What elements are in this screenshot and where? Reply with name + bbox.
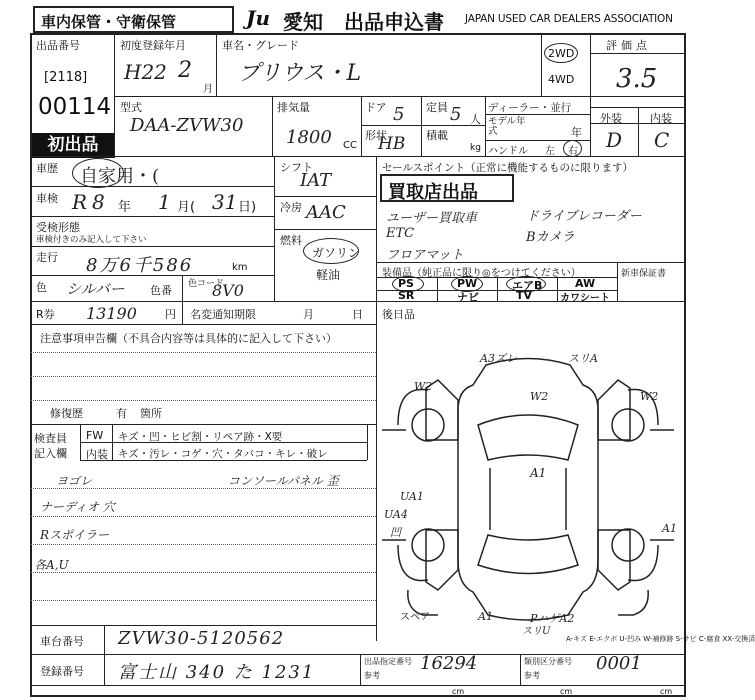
exterior-label: 外装 — [600, 112, 622, 125]
usage-label: 車歴 — [36, 162, 58, 175]
equip-pw: PW — [457, 277, 478, 290]
usage-value: 自家用・( — [80, 166, 160, 187]
dmg-dent: 凹 — [390, 526, 401, 539]
listing-number: 16294 — [420, 653, 478, 674]
inspection-label: 車検 — [36, 192, 58, 205]
interior-grade: C — [654, 128, 670, 152]
back-order-label: 後日品 — [382, 308, 415, 321]
lot-number-label: 出品番号 — [36, 39, 80, 52]
inspector-comment-4: Rスポイラー — [40, 528, 110, 542]
equip-tv: TV — [516, 289, 533, 302]
doors-value: 5 — [393, 104, 405, 125]
notice-day: 日 — [352, 308, 363, 321]
aircon-value: AAC — [306, 202, 346, 223]
registration-era-year: H22 — [124, 60, 167, 84]
class-number-label: 類別区分番号 — [524, 657, 572, 666]
cm-unit-3: cm — [660, 687, 673, 696]
notice-deadline-label: 名変通知期限 — [190, 308, 256, 321]
inspection-year-unit: 年 — [118, 200, 132, 215]
shift-value: IAT — [300, 170, 332, 191]
rating-label: 評価点 — [606, 39, 651, 52]
load-unit: kg — [470, 143, 481, 153]
inspector-entry-label: 記入欄 — [34, 447, 67, 460]
storage-label-box — [33, 6, 234, 33]
type-label: 型式 — [120, 101, 142, 114]
cm-unit-2: cm — [560, 687, 573, 696]
cm-unit-1: cm — [452, 687, 465, 696]
equip-ps: PS — [398, 277, 414, 290]
inspection-month: 1 — [158, 190, 171, 214]
sales-point-5: フロアマット — [386, 248, 464, 263]
aircon-label: 冷房 — [280, 201, 302, 214]
inspection-era: R — [72, 190, 88, 214]
dmg-w2-right: W2 — [640, 390, 659, 403]
equip-ps-circle — [392, 276, 424, 292]
color-code: 8V0 — [212, 281, 244, 300]
interior-label: 内装 — [650, 112, 672, 125]
inspection-day-unit: 日) — [238, 200, 257, 215]
fuel-label: 燃料 — [280, 234, 302, 247]
equipment-label: 装備品（純正品に限り◎をつけてください） — [382, 268, 581, 279]
exterior-grade: D — [606, 128, 623, 152]
capacity-unit: 人 — [470, 113, 481, 126]
inspector-comment-3: ナーディオ 穴 — [40, 500, 115, 514]
org-name: 愛知 — [283, 10, 323, 34]
equip-pw-circle — [451, 276, 483, 292]
model-year-unit: 年 — [571, 126, 582, 139]
doc-title: 出品申込書 — [344, 10, 444, 34]
dmg-slip-a: スリA — [568, 352, 598, 365]
load-label: 積載 — [426, 129, 448, 142]
model-label: 車名・グレード — [222, 39, 299, 52]
dmg-paint-a2: PハゲA2 — [530, 612, 575, 625]
inspection-day: 31 — [212, 190, 238, 214]
dmg-slip-u: スリU — [522, 626, 551, 637]
dmg-a3: A3ズレ — [480, 352, 517, 365]
listing-ref-label: 参考 — [364, 671, 380, 680]
drive-selected-circle — [544, 43, 578, 63]
lot-number: 00114 — [38, 94, 112, 120]
recycle-label: R券 — [36, 308, 55, 321]
fuel-light-oil: 軽油 — [316, 268, 341, 282]
sales-point-3: ETC — [386, 226, 415, 241]
storage-label: 車内保管・守衛保管 — [41, 13, 177, 31]
recycle-value: 13190 — [86, 304, 137, 323]
inspector-comment-1: ヨゴレ — [56, 474, 93, 488]
plate-label: 登録番号 — [40, 665, 84, 678]
shift-label: シフト — [280, 161, 313, 174]
shape-label: 形状 — [365, 129, 387, 142]
buyer-title: 買取店出品 — [388, 182, 478, 203]
color-label: 色 — [36, 281, 47, 294]
usage-private-circle — [72, 158, 124, 188]
plate-value: 富士山 340 た 1231 — [118, 662, 316, 683]
acceptance-note: 車検付きのみ記入して下さい — [36, 235, 147, 245]
association-name: JAPAN USED CAR DEALERS ASSOCIATION — [465, 13, 673, 25]
displacement-label: 排気量 — [277, 101, 310, 114]
recycle-yen: 円 — [165, 308, 176, 321]
fuel-gasoline: ガソリン — [312, 246, 361, 260]
inspection-month-unit: 月( — [177, 200, 196, 215]
first-listing-badge: 初出品 — [32, 133, 114, 158]
interior-row-label: 内装 — [86, 448, 108, 461]
mileage-value: 8万6千586 — [86, 255, 194, 276]
handle-label: ハンドル — [488, 146, 528, 157]
displacement-unit: CC — [343, 140, 357, 151]
new-warranty-label: 新車保証書 — [621, 269, 667, 279]
registration-label: 初度登録年月 — [120, 39, 186, 52]
model-year-label: モデル年式 — [488, 116, 526, 137]
ju-logo: Ju — [246, 6, 271, 30]
car-damage-diagram — [378, 330, 684, 630]
drive-4wd: 4WD — [548, 73, 575, 86]
equip-leather-seat: カワシート — [560, 293, 610, 304]
notice-month: 月 — [303, 308, 314, 321]
notes-label: 注意事項申告欄（不具合内容等は具体的に記入して下さい） — [40, 332, 337, 345]
repair-history-value: 有 — [116, 407, 127, 420]
repair-history-label: 修復歴 — [50, 407, 83, 420]
dmg-w2-top: W2 — [530, 390, 549, 403]
mileage-label: 走行 — [36, 251, 58, 264]
dmg-ua4: UA4 — [384, 508, 408, 521]
class-ref-label: 参考 — [524, 671, 540, 680]
doors-label: ドア — [365, 101, 387, 114]
fw-label: FW — [86, 429, 104, 442]
buyer-title-box — [380, 174, 514, 202]
repair-location-label: 箇所 — [140, 407, 162, 420]
inspector-label: 検査員 — [34, 432, 67, 445]
equip-navi: ナビ — [457, 291, 479, 304]
dmg-a1-right: A1 — [662, 522, 677, 535]
dmg-a1-center: A1 — [530, 466, 547, 480]
interior-row-items: キズ・汚レ・コゲ・穴・タバコ・キレ・破レ — [118, 448, 328, 460]
class-number: 0001 — [596, 653, 642, 674]
registration-month-unit: 月 — [203, 84, 213, 95]
chassis-label: 車台番号 — [40, 635, 84, 648]
chassis-value: ZVW30-5120562 — [118, 628, 285, 649]
drive-2wd: 2WD — [548, 47, 575, 60]
dmg-ua1: UA1 — [400, 490, 424, 503]
equip-airbag-circle — [506, 276, 546, 292]
sales-point-4: Bカメラ — [526, 230, 575, 245]
capacity-value: 5 — [450, 104, 462, 125]
handle-left: 左 — [545, 146, 555, 157]
equip-airbag: エアB — [512, 279, 543, 292]
equip-aw: AW — [575, 277, 596, 290]
sales-points-label: セールスポイント（正常に機能するものに限ります） — [382, 162, 634, 174]
mileage-unit: km — [232, 262, 248, 273]
rating-value: 3.5 — [616, 64, 658, 94]
handle-right: 右 — [568, 146, 578, 157]
handle-right-circle — [563, 140, 582, 157]
capacity-label: 定員 — [426, 101, 448, 114]
registration-month: 2 — [178, 58, 192, 83]
acceptance-label: 受検形態 — [36, 221, 80, 234]
color-code-label: 色コード — [188, 279, 225, 289]
damage-legend: A-キズ E-エクボ U-凹み W-補修跡 S-サビ C-腐食 XX-交換済 — [566, 635, 755, 643]
spare-label: スペア — [400, 612, 430, 623]
color-value: シルバー — [66, 280, 125, 298]
sales-point-1: ユーザー買取車 — [386, 211, 478, 226]
shape-value: HB — [378, 134, 406, 154]
color-number-label: 色番 — [150, 284, 172, 297]
dmg-a1-bottom: A1 — [478, 610, 493, 623]
dealer-label: ディーラー・並行 — [488, 102, 572, 114]
type-value: DAA-ZVW30 — [130, 115, 244, 136]
displacement-value: 1800 — [286, 127, 332, 148]
listing-number-label: 出品指定番号 — [364, 657, 412, 666]
inspector-comment-2: コンソールパネル 歪 — [228, 474, 339, 488]
sales-point-2: ドライブレコーダー — [526, 209, 642, 224]
lot-code: [2118] — [44, 70, 88, 85]
inspector-comment-5: 各A,U — [34, 558, 69, 572]
inspection-year: 8 — [92, 190, 105, 214]
model-value: プリウス・L — [238, 61, 362, 86]
dmg-w2-left: W2 — [414, 380, 433, 393]
equip-sr: SR — [398, 289, 415, 302]
fuel-gasoline-circle — [303, 238, 359, 264]
fw-items: キズ・凹・ヒビ割・リペア跡・X要 — [118, 431, 283, 443]
